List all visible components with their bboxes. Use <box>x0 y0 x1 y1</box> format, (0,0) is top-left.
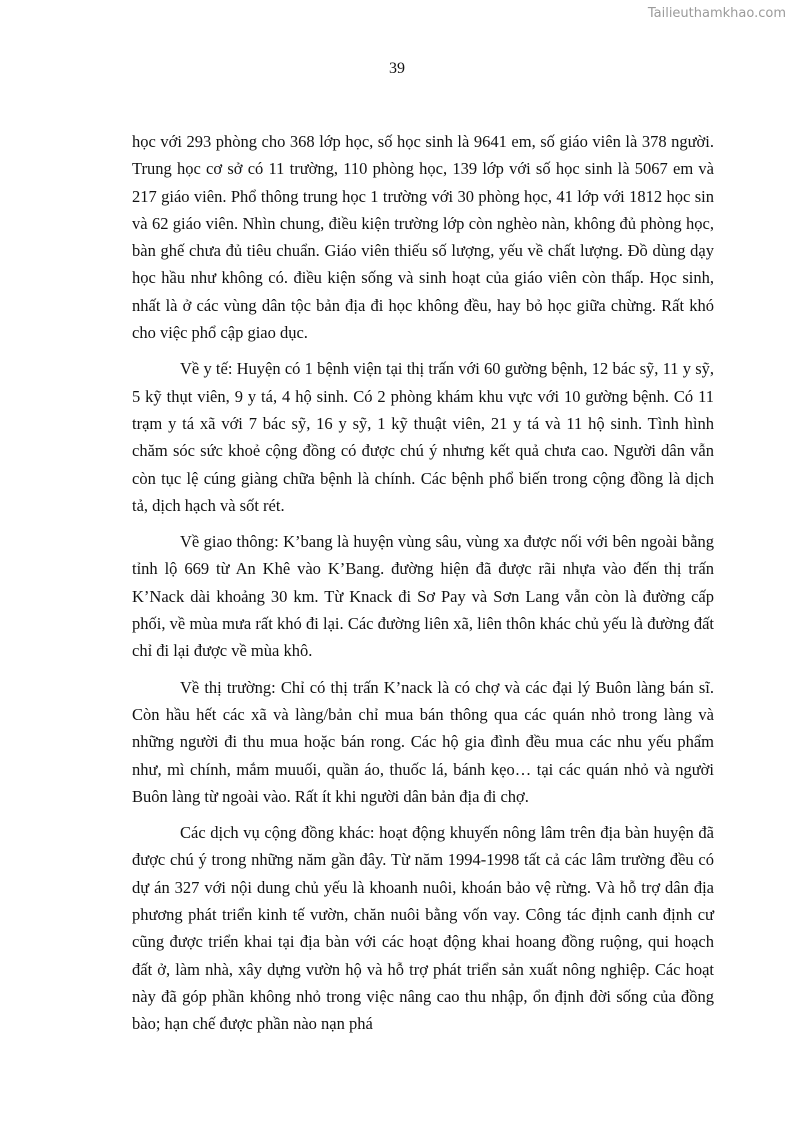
paragraph-market: Về thị trường: Chỉ có thị trấn K’nack là có chợ và các đại lý Buôn làng bán sĩ. Còn hầu hết các xã và làng/bản chỉ mua bán thông qua các quán nhỏ trong làng và những người đi thu mua hoặc bán rong. Các hộ gia đình đều mua các nhu yếu phẩm như, mì chính, mắm muuối, quần áo, thuốc lá, bánh kẹo… tại các quán nhỏ và người Buôn làng từ ngoài vào. Rất ít khi người dân bản địa đi chợ. <box>132 677 714 806</box>
document-body <box>132 128 714 1047</box>
paragraph-community-services: Các dịch vụ cộng đồng khác: hoạt động khuyến nông lâm trên địa bàn huyện đã được chú ý trong những năm gần đây. Từ năm 1994-1998 tất cả các lâm trường đều có dự án 327 với nội dung chủ yếu là khoanh nuôi, khoán bảo vệ rừng. Và hỗ trợ dân địa phương phát triển kinh tế vườn, chăn nuôi bằng vốn vay. Công tác định canh định cư cũng được triển khai tại địa bàn với các hoạt động khai hoang đồng ruộng, qui hoạch đất ở, làm nhà, xây dựng vườn hộ và hỗ trợ phát triển sản xuất nông nghiệp. Các hoạt này đã góp phần không nhỏ trong việc nâng cao thu nhập, ổn định đời sống của đồng bào; hạn chế được phần nào nạn phá <box>132 823 714 1034</box>
paragraph-education: học với 293 phòng cho 368 lớp học, số học sinh là 9641 em, số giáo viên là 378 người. Trung học cơ sở có 11 trường, 110 phòng học, 139 lớp với số học sinh là 5067 em và 217 giáo viên. Phổ thông trung học 1 trường với 30 phòng học, 41 lớp với 1812 học sin và 62 giáo viên. Nhìn chung, điều kiện trường lớp còn nghèo nàn, không đủ phòng học, bàn ghế chưa đủ tiêu chuẩn. Giáo viên thiếu số lượng, yếu về chất lượng. Đồ dùng dạy học hầu như không có. điều kiện sống và sinh hoạt của giáo viên còn thấp. Học sinh, nhất là ở các vùng dân tộc bản địa đi học không đều, hay bỏ học giữa chừng. Rất khó cho việc phổ cập giao dục. <box>132 132 714 343</box>
paragraph-health: Về y tế: Huyện có 1 bệnh viện tại thị trấn với 60 gường bệnh, 12 bác sỹ, 11 y sỹ, 5 kỹ thụt viên, 9 y tá, 4 hộ sinh. Có 2 phòng khám khu vực với 10 gường bệnh. Có 11 trạm y tá xã với 7 bác sỹ, 16 y sỹ, 1 kỹ thuật viên, 21 y tá và 11 hộ sinh. Tình hình chăm sóc sức khoẻ cộng đồng có được chú ý nhưng kết quả chưa cao. Người dân vẫn còn tục lệ cúng giàng chữa bệnh là chính. Các bệnh phổ biến trong cộng đồng là dịch tả, dịch hạch và sốt rét. <box>132 359 714 515</box>
paragraph-transport: Về giao thông: K’bang là huyện vùng sâu, vùng xa được nối với bên ngoài bằng tỉnh lộ 669 từ An Khê vào K’Bang. đường hiện đã được rãi nhựa vào đến thị trấn K’Nack dài khoảng 30 km. Từ Knack đi Sơ Pay và Sơn Lang vẫn còn là đường cấp phối, về mùa mưa rất khó đi lại. Các đường liên xã, liên thôn khác chủ yếu là đường đất chỉ đi lại được về mùa khô. <box>132 532 714 661</box>
page-number: 39 <box>389 60 405 77</box>
watermark-text: Tailieuthamkhao.com <box>647 6 786 21</box>
